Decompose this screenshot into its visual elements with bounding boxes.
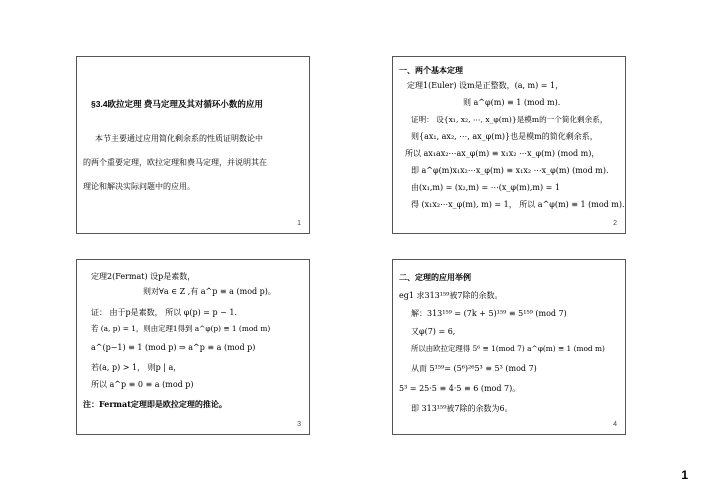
slide-4-number: 4 (613, 421, 617, 428)
slide-4-line-1: eg1 求313¹⁵⁹被7除的余数。 (399, 291, 503, 300)
slide-4 (392, 259, 626, 435)
slide-4-line-6: 5³ = 25·5 ≡ 4·5 ≡ 6 (mod 7)。 (399, 384, 521, 393)
slide-3-line-6: 若(a, p) > 1， 则p | a， (91, 363, 182, 372)
slide-2-line-4: 则{ax₁, ax₂, ⋯, ax_φ(m)}也是模m的简化剩余系， (411, 132, 598, 141)
slide-4-line-4: 所以由欧拉定理得 5⁶ ≡ 1(mod 7) a^φ(m) ≡ 1 (mod m) (411, 344, 605, 353)
slide-2-number: 2 (613, 220, 617, 227)
slide-4-line-3: 又φ(7) = 6, (411, 327, 456, 336)
slide-2-line-7: 由(x₁,m) = (x₂,m) = ⋯(x_φ(m),m) = 1 (411, 183, 560, 192)
slide-2-heading: 一、两个基本定理 (399, 65, 463, 75)
slide-3-number: 3 (297, 421, 301, 428)
slide-1-title: §3.4欧拉定理 费马定理及其对循环小数的应用 (91, 99, 263, 109)
slide-1 (76, 56, 310, 234)
slide-3-line-3: 证： 由于p是素数， 所以 φ(p) = p − 1. (91, 308, 238, 317)
slide-2-line-8: 得 (x₁x₂⋯x_φ(m), m) = 1， 所以 a^φ(m) ≡ 1 (mod m). (411, 200, 625, 209)
slide-4-line-2: 解：313¹⁵⁹ = (7k + 5)¹⁵⁹ ≡ 5¹⁵⁹ (mod 7) (411, 309, 567, 318)
slide-1-number: 1 (297, 220, 301, 227)
slide-3-line-5: a^(p−1) ≡ 1 (mod p) ⇒ a^p ≡ a (mod p) (91, 343, 256, 352)
slide-4-heading: 二、定理的应用举例 (399, 272, 471, 282)
slide-2-line-2: 则 a^φ(m) ≡ 1 (mod m). (463, 98, 561, 107)
page-number: 1 (681, 468, 688, 482)
slide-1-para-2: 的两个重要定理，欧拉定理和费马定理，并说明其在 (83, 158, 267, 167)
slide-2-line-6: 即 a^φ(m)x₁x₂⋯x_φ(m) ≡ x₁x₂ ⋯x_φ(m) (mod m). (411, 166, 609, 175)
slide-2 (392, 56, 626, 234)
slide-3 (76, 259, 310, 435)
slide-2-line-3: 证明： 设{x₁, x₂, ⋯, x_φ(m)}是模m的一个简化剩余系， (411, 115, 608, 124)
slide-4-line-7: 即 313¹⁵⁹被7除的余数为6。 (411, 404, 513, 413)
slide-3-line-2: 则对∀a ∈ Z ,有 a^p ≡ a (mod p)。 (143, 287, 276, 296)
slide-3-note: 注：Fermat定理即是欧拉定理的推论。 (83, 399, 227, 409)
slide-3-line-4: 若 (a, p) = 1，则由定理1得到 a^φ(p) ≡ 1 (mod m) (91, 324, 271, 333)
slide-1-para-1: 本节主要通过应用简化剩余系的性质证明数论中 (95, 134, 263, 143)
slide-2-line-1: 定理1(Euler) 设m是正整数，(a, m) = 1， (407, 81, 564, 90)
slide-3-line-1: 定理2(Fermat) 设p是素数， (91, 272, 196, 281)
slide-1-para-3: 理论和解决实际问题中的应用。 (83, 182, 195, 191)
slide-4-line-5: 从而 5¹⁵⁹= (5⁶)²⁶5³ ≡ 5³ (mod 7) (411, 364, 537, 373)
slide-2-line-5: 所以 ax₁ax₂⋯ax_φ(m) ≡ x₁x₂ ⋯x_φ(m) (mod m)， (405, 149, 600, 158)
slide-3-line-7: 所以 a^p ≡ 0 ≡ a (mod p) (91, 380, 194, 389)
